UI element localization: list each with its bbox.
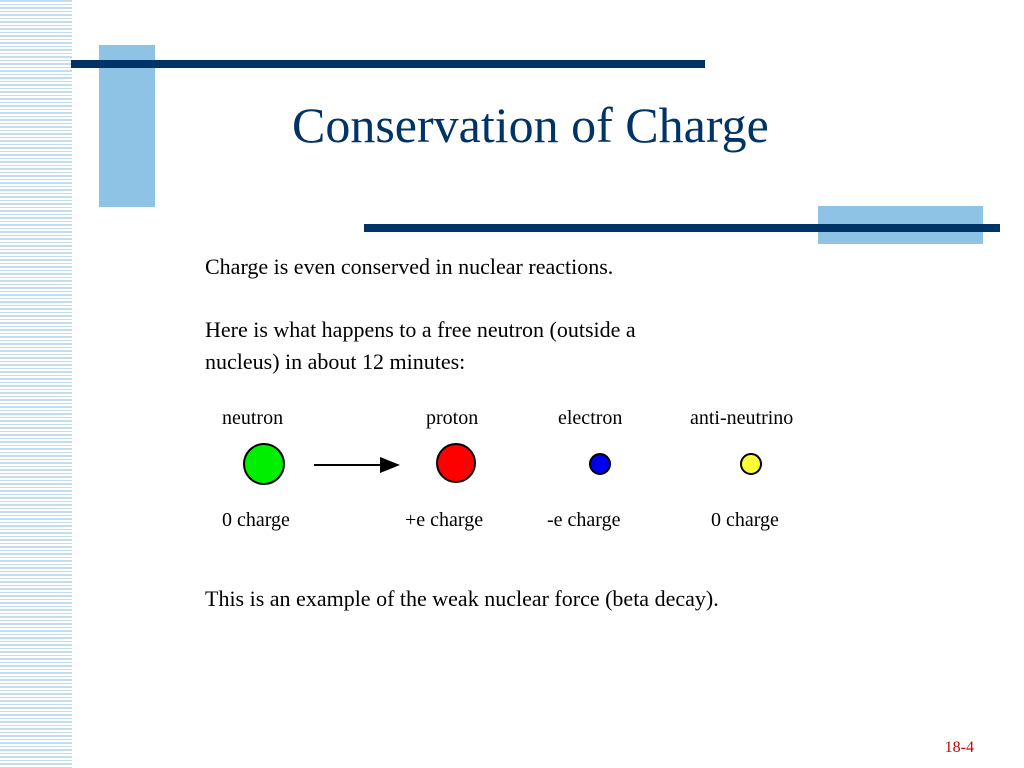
neutron-decay-line-2: nucleus) in about 12 minutes: bbox=[205, 349, 466, 374]
neutron-charge: 0 charge bbox=[222, 509, 290, 531]
neutron-decay-paragraph bbox=[205, 314, 805, 378]
decorative-vertical-block bbox=[99, 45, 155, 207]
proton-charge: +e charge bbox=[405, 509, 484, 531]
anti-neutrino-particle-icon bbox=[740, 453, 762, 475]
neutron-particle-icon bbox=[243, 443, 285, 485]
anti-neutrino-charge: 0 charge bbox=[711, 509, 779, 531]
page-number: 18-4 bbox=[944, 739, 974, 756]
decorative-top-bar bbox=[71, 60, 705, 68]
decorative-bottom-bar bbox=[364, 224, 1000, 232]
slide-title: Conservation of Charge bbox=[292, 97, 769, 153]
weak-force-paragraph: This is an example of the weak nuclear force (beta decay). bbox=[205, 586, 719, 611]
neutron-label: neutron bbox=[222, 407, 284, 429]
intro-paragraph: Charge is even conserved in nuclear reactions. bbox=[205, 254, 614, 279]
right-arrow-icon bbox=[314, 456, 400, 474]
proton-particle-icon bbox=[436, 443, 476, 483]
electron-label: electron bbox=[558, 407, 623, 429]
electron-particle-icon bbox=[589, 453, 611, 475]
proton-label: proton bbox=[426, 407, 479, 429]
neutron-decay-line-1: Here is what happens to a free neutron (outside a bbox=[205, 317, 636, 342]
electron-charge: -e charge bbox=[547, 509, 621, 531]
decorative-stripes bbox=[0, 0, 72, 768]
anti-neutrino-label: anti-neutrino bbox=[690, 407, 794, 429]
